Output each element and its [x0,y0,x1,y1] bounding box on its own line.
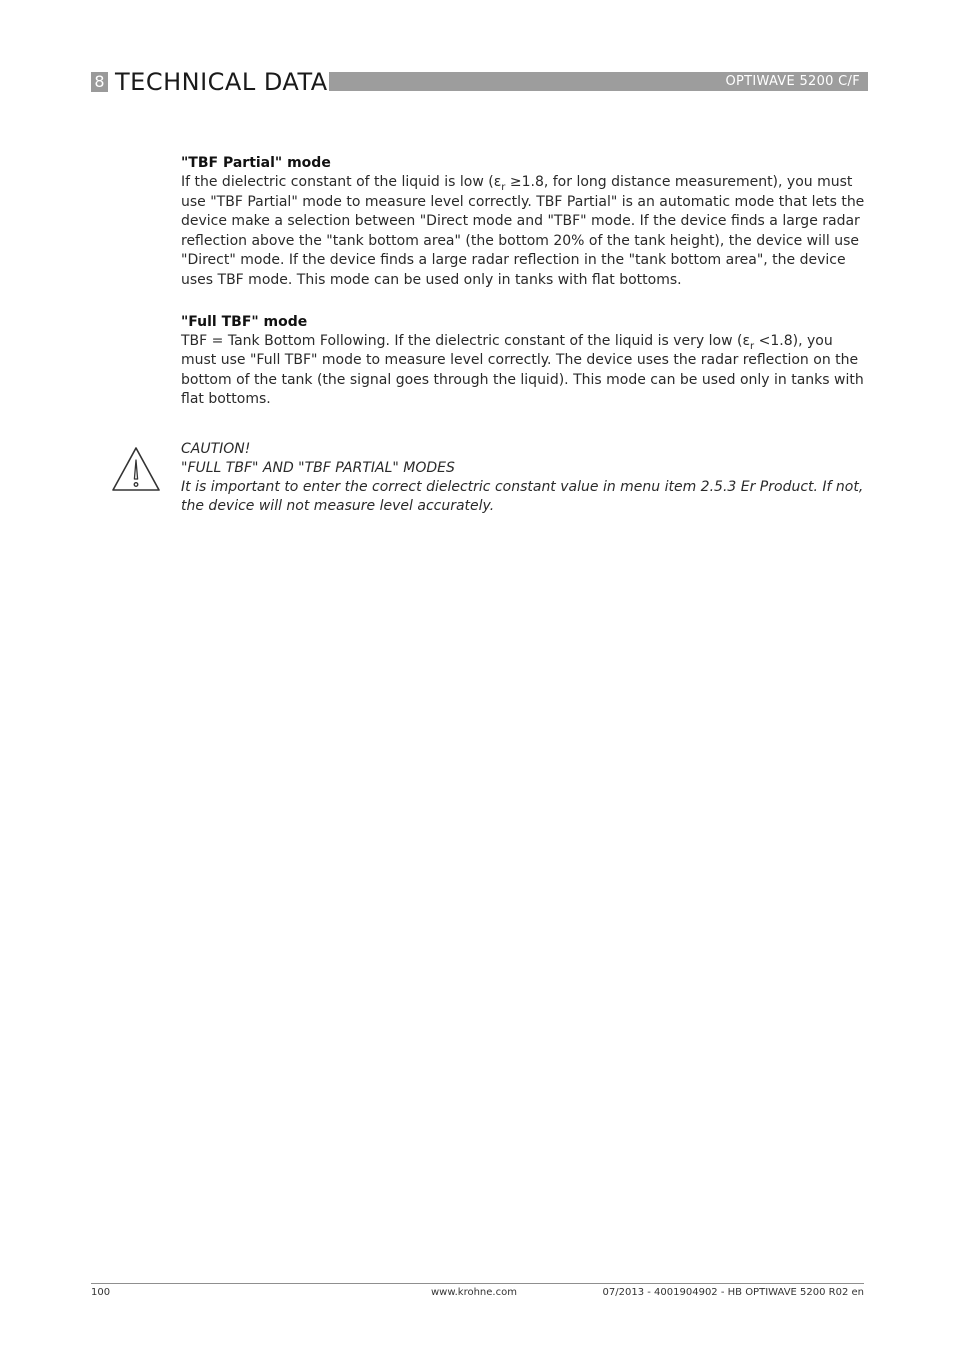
epsilon-r-symbol [493,174,506,193]
product-name: OPTIWAVE 5200 C/F [725,74,860,89]
section-tbf-partial [181,154,865,291]
section-heading: "Full TBF" mode [181,313,308,330]
page-number: 100 [91,1287,111,1298]
page-header [91,68,868,96]
body-text: ≥1.8, for long distance measurement), you must use "TBF Partial" mode to measure level correctly. TBF Partial" is an automatic mode that lets the device make a selection between "Direct mode and "TBF" mode. If the device finds a large radar reflection above the "tank bottom area" (the bottom 20% of the tank height), the device will use "Direct" mode. If the device finds a large radar reflection in the "tank bottom area", the device uses TBF mode. This mode can be used only in tanks with flat bottoms. [181,174,865,288]
body-text: TBF = Tank Bottom Following. If the dielectric constant of the liquid is very low ( [181,332,743,349]
section-body [181,332,865,410]
section-heading: "TBF Partial" mode [181,155,331,171]
body-text: <1.8), you must use "Full TBF" mode to measure level correctly. The device uses the radar reflection on the bottom of the tank (the signal goes through the liquid). This mode can be used only in tanks with flat bottoms. [181,332,864,408]
chapter-title: TECHNICAL DATA [115,68,328,96]
caution-notice [109,440,869,520]
warning-triangle-icon [111,446,161,492]
epsilon-symbol: ε [493,174,502,190]
symbol-subscript: r [750,340,755,352]
caution-title: CAUTION! [181,441,251,457]
caution-text-block [181,440,865,516]
symbol-subscript: r [501,181,506,193]
caution-subtitle: "FULL TBF" AND "TBF PARTIAL" MODES [181,460,455,476]
section-full-tbf [181,313,865,410]
website-link[interactable]: www.krohne.com [431,1287,517,1298]
section-body [181,173,865,291]
caution-body: It is important to enter the correct dielectric constant value in menu item 2.5.3 Er Product. If not, the device will not measure level accurately. [181,479,864,514]
page-footer [91,1286,864,1302]
footer-divider [91,1283,864,1284]
body-text: If the dielectric constant of the liquid is low ( [181,174,494,190]
main-content [181,154,865,432]
epsilon-r-symbol [742,332,755,352]
header-bar [329,72,868,91]
chapter-number: 8 [91,72,108,92]
epsilon-symbol: ε [742,332,751,349]
document-id: 07/2013 - 4001904902 - HB OPTIWAVE 5200 R02 en [602,1287,864,1298]
